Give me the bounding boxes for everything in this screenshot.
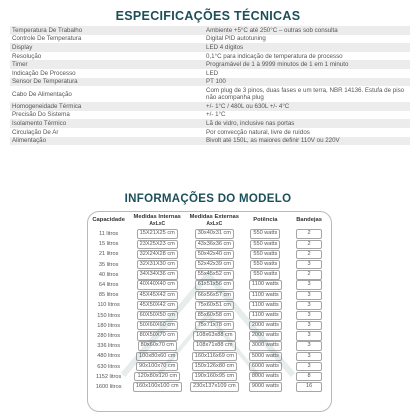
medidas-internas-cell-text: 15X21X25 cm [137,229,178,238]
table-row [88,239,331,249]
table-row [88,280,331,290]
capacidade-cell-text: 150 litros [97,312,120,319]
capacidade-cell-text: 21 litros [98,251,119,258]
medidas-externas-cell [185,341,243,351]
capacidade-cell-text: 336 litros [97,343,120,350]
medidas-internas-cell-text: 50X60X60 cm [137,321,178,330]
medidas-internas-cell-text: 160x100x100 cm [133,382,182,391]
bandejas-cell-text: 3 [296,321,322,330]
bandejas-cell [287,372,331,382]
potencia-cell [243,372,287,382]
medidas-internas-cell-text: 23X25X23 cm [137,240,178,249]
medidas-internas-cell-text: 40X40X40 cm [137,280,178,289]
medidas-externas-cell [185,260,243,270]
spec-label: Homogeneidade Térmica [12,102,82,110]
bandejas-cell [287,229,331,239]
medidas-internas-cell [129,300,185,310]
bandejas-cell [287,280,331,290]
medidas-internas-cell-text: 45X45X42 cm [137,291,178,300]
medidas-internas-cell [129,382,185,392]
potencia-cell-text: 1100 watts [249,280,282,289]
medidas-internas-cell [129,260,185,270]
table-row [88,260,331,270]
medidas-externas-cell [185,270,243,280]
bandejas-cell-text: 16 [296,382,322,391]
capacidade-cell-text: 1600 litros [95,383,122,390]
medidas-externas-cell-text: 50x42x40 cm [195,250,234,259]
capacidade-cell [88,270,129,280]
spec-value: Por convecção natural, livre de ruídos [206,128,310,136]
medidas-internas-cell [129,351,185,361]
spec-row [10,111,410,120]
spec-row [10,35,410,44]
capacidade-cell [88,229,129,239]
capacidade-cell-text: 40 litros [98,271,119,278]
medidas-externas-cell [185,229,243,239]
capacidade-cell [88,321,129,331]
medidas-internas-cell-text: 32X31X30 cm [137,260,178,269]
capacidade-cell [88,249,129,259]
spec-value: 0,1°C para indicação de temperatura de processo [206,52,343,60]
potencia-cell-text: 550 watts [250,250,280,259]
spec-row [10,119,410,128]
capacidade-cell [88,300,129,310]
medidas-externas-cell [185,382,243,392]
spec-label: Timer [12,61,28,69]
capacidade-cell-text: 35 litros [98,261,119,268]
spec-row [10,60,410,69]
medidas-externas-cell-text: 43x36x36 cm [195,240,234,249]
potencia-cell-text: 2000 watts [249,331,282,340]
medidas-internas-cell [129,321,185,331]
capacidade-cell [88,290,129,300]
medidas-internas-cell-text: 80X50X70 cm [137,331,178,340]
medidas-externas-cell-text: 85x60x58 cm [195,311,234,320]
potencia-cell-text: 1100 watts [249,301,282,310]
potencia-cell-text: 550 watts [250,229,280,238]
medidas-internas-cell [129,331,185,341]
bandejas-cell-text: 3 [296,341,322,350]
bandejas-cell [287,260,331,270]
bandejas-cell [287,270,331,280]
specs-body [10,26,410,145]
bandejas-cell [287,331,331,341]
potencia-cell [243,382,287,392]
medidas-internas-cell [129,270,185,280]
bandejas-cell-text: 3 [296,331,322,340]
medidas-externas-cell-text: 108x71x88 cm [193,341,235,350]
capacidade-cell [88,341,129,351]
medidas-internas-cell [129,361,185,371]
table-row [88,341,331,351]
capacidade-cell-text: 280 litros [97,332,120,339]
bandejas-cell-text: 3 [296,280,322,289]
capacidade-cell-text: 11 litros [99,231,119,238]
spec-label: Indicação De Processo [12,69,76,77]
capacidade-cell-text: 64 litros [98,282,119,289]
medidas-externas-cell-text: 61x51x56 cm [195,280,234,289]
medidas-externas-cell-text: 75x71x78 cm [195,321,234,330]
capacidade-cell-text: 110 litros [97,302,120,309]
medidas-externas-cell-text: 66x56x57 cm [195,291,234,300]
capacidade-cell-text: 480 litros [97,353,120,360]
table-row [88,321,331,331]
bandejas-cell [287,311,331,321]
capacidade-cell [88,372,129,382]
bandejas-cell-text: 2 [296,229,322,238]
model-title: INFORMAÇÕES DO MODELO [124,193,292,205]
header-medidas-externas: Medidas Externas AxLxC [189,214,239,227]
spec-value: Programável de 1 à 9999 minutos de 1 em 1 minuto [206,61,349,69]
spec-value: PT 100 [206,78,226,86]
potencia-cell-text: 550 watts [250,270,280,279]
capacidade-cell-text: 85 litros [98,292,119,299]
model-table [88,212,331,392]
capacidade-cell-text: 1152 litros [95,373,122,380]
medidas-externas-cell [185,372,243,382]
bandejas-cell [287,300,331,310]
medidas-internas-cell [129,280,185,290]
table-row [88,229,331,239]
potencia-cell [243,270,287,280]
bandejas-cell [287,239,331,249]
medidas-externas-cell-text: 55x45x52 cm [195,270,234,279]
spec-value: +/- 1°C / 480L ou 630L +/- 4°C [206,102,290,110]
potencia-cell [243,239,287,249]
model-table-card [87,211,332,412]
potencia-cell-text: 5000 watts [249,352,282,361]
spec-row [10,69,410,78]
potencia-cell [243,351,287,361]
spec-row [10,43,410,52]
spec-row [10,128,410,137]
medidas-externas-cell-text: 75x60x51 cm [195,301,234,310]
spec-value: Digital PID autotuning [206,35,266,43]
spec-label: Circulação De Ar [12,128,59,136]
table-row [88,351,331,361]
medidas-internas-cell-text: 45X50X42 cm [137,301,178,310]
capacidade-cell [88,280,129,290]
bandejas-cell-text: 3 [296,362,322,371]
medidas-internas-cell [129,239,185,249]
medidas-externas-cell [185,351,243,361]
medidas-externas-cell [185,331,243,341]
bandejas-cell [287,382,331,392]
spec-label: Controle De Temperatura [12,35,82,43]
spec-value: LED [206,69,219,77]
spec-value: Bivolt até 150L, as maiores definir 110V ou 220V [206,137,340,145]
medidas-internas-cell-text: 60X50X50 cm [137,311,178,320]
medidas-internas-cell [129,229,185,239]
table-row [88,270,331,280]
bandejas-cell-text: 3 [296,260,322,269]
capacidade-cell-text: 15 litros [98,241,119,248]
capacidade-cell [88,239,129,249]
specs-title: ESPECIFICAÇÕES TÉCNICAS [115,9,301,23]
medidas-externas-cell-text: 52x42x39 cm [195,260,234,269]
potencia-cell [243,341,287,351]
potencia-cell-text: 550 watts [250,260,280,269]
spec-label: Display [12,43,33,51]
potencia-cell [243,290,287,300]
medidas-internas-cell [129,341,185,351]
spec-row [10,86,410,102]
capacidade-cell [88,331,129,341]
medidas-externas-cell [185,321,243,331]
spec-label: Isolamento Térmico [12,120,67,128]
bandejas-cell-text: 2 [296,270,322,279]
table-row [88,300,331,310]
header-medidas-internas: Medidas Internas AxLxC [133,214,181,227]
medidas-externas-cell-text: 160x116x69 cm [192,352,237,361]
header-potencia: Potência [253,217,278,224]
spec-row [10,26,410,35]
spec-label: Cabo De Alimentação [12,90,72,98]
potencia-cell [243,300,287,310]
potencia-cell-text: 2000 watts [249,321,282,330]
capacidade-cell [88,351,129,361]
medidas-externas-cell [185,290,243,300]
potencia-cell [243,361,287,371]
medidas-internas-cell-text: 90x100x70 cm [136,362,178,371]
spec-value: Lã de vidro, inclusive nas portas [206,120,295,128]
potencia-cell [243,249,287,259]
potencia-cell-text: 8000 watts [249,372,282,381]
potencia-cell [243,260,287,270]
medidas-externas-cell [185,300,243,310]
medidas-internas-cell-text: 32X24X28 cm [137,250,178,259]
bandejas-cell-text: 2 [296,250,322,259]
potencia-cell [243,331,287,341]
header-capacidade: Capacidade [92,217,125,224]
bandejas-cell-text: 3 [296,311,322,320]
spec-value: LED 4 dígitos [206,43,244,51]
spec-value: Ambiente +5°C até 250°C – outras sob consulta [206,26,338,34]
potencia-cell [243,280,287,290]
bandejas-cell [287,351,331,361]
bandejas-cell [287,321,331,331]
capacidade-cell [88,260,129,270]
bandejas-cell [287,341,331,351]
model-table-header [88,212,331,229]
medidas-externas-cell-text: 190x160x95 cm [192,372,238,381]
potencia-cell-text: 550 watts [250,240,280,249]
medidas-internas-cell [129,311,185,321]
medidas-internas-cell-text: 120x80x120 cm [134,372,180,381]
potencia-cell [243,229,287,239]
spec-value: Com plug de 3 pinos, duas fases e um terra, NBR 14136. Estufa de piso não acompanha plug [206,87,405,102]
bandejas-cell-text: 2 [296,240,322,249]
potencia-cell-text: 6000 watts [249,362,282,371]
bandejas-cell-text: 8 [296,372,322,381]
table-row [88,311,331,321]
medidas-externas-cell [185,280,243,290]
medidas-externas-cell [185,239,243,249]
potencia-cell [243,321,287,331]
table-row [88,331,331,341]
table-row [88,382,331,392]
potencia-cell-text: 9000 watts [249,382,282,391]
medidas-internas-cell-text: 80x60x70 cm [138,341,177,350]
spec-label: Temperatura De Trabalho [12,26,83,34]
table-row [88,249,331,259]
medidas-internas-cell [129,249,185,259]
bandejas-cell [287,361,331,371]
medidas-internas-cell-text: 34X34X36 cm [137,270,178,279]
potencia-cell-text: 3000 watts [249,341,282,350]
capacidade-cell [88,311,129,321]
medidas-externas-cell-text: 108x63x88 cm [193,331,235,340]
spec-row [10,137,410,146]
potencia-cell-text: 1100 watts [249,311,282,320]
spec-label: Resolução [12,52,42,60]
bandejas-cell-text: 3 [296,352,322,361]
model-table-body [88,229,331,392]
potencia-cell [243,311,287,321]
capacidade-cell [88,382,129,392]
medidas-externas-cell-text: 230x137x109 cm [190,382,239,391]
specs-table [10,26,410,145]
medidas-internas-cell [129,290,185,300]
medidas-externas-cell [185,361,243,371]
medidas-externas-cell-text: 30x40x31 cm [195,229,234,238]
capacidade-cell [88,361,129,371]
spec-label: Precisão Do Sistema [12,111,70,119]
bandejas-cell [287,290,331,300]
medidas-externas-cell-text: 150x126x80 cm [192,362,238,371]
medidas-externas-cell [185,249,243,259]
potencia-cell-text: 1100 watts [249,291,282,300]
table-row [88,361,331,371]
table-row [88,290,331,300]
spec-row [10,102,410,111]
medidas-internas-cell-text: 100x80x60 cm [136,352,178,361]
bandejas-cell [287,249,331,259]
table-row [88,372,331,382]
spec-label: Sensor De Temperatura [12,78,78,86]
spec-row [10,52,410,61]
spec-row [10,78,410,87]
medidas-internas-cell [129,372,185,382]
capacidade-cell-text: 630 litros [97,363,120,370]
medidas-externas-cell [185,311,243,321]
bandejas-cell-text: 3 [296,301,322,310]
spec-label: Alimentação [12,137,47,145]
header-bandejas: Bandejas [296,217,322,224]
capacidade-cell-text: 180 litros [97,322,120,329]
bandejas-cell-text: 3 [296,291,322,300]
spec-value: +/- 1°C [206,111,226,119]
